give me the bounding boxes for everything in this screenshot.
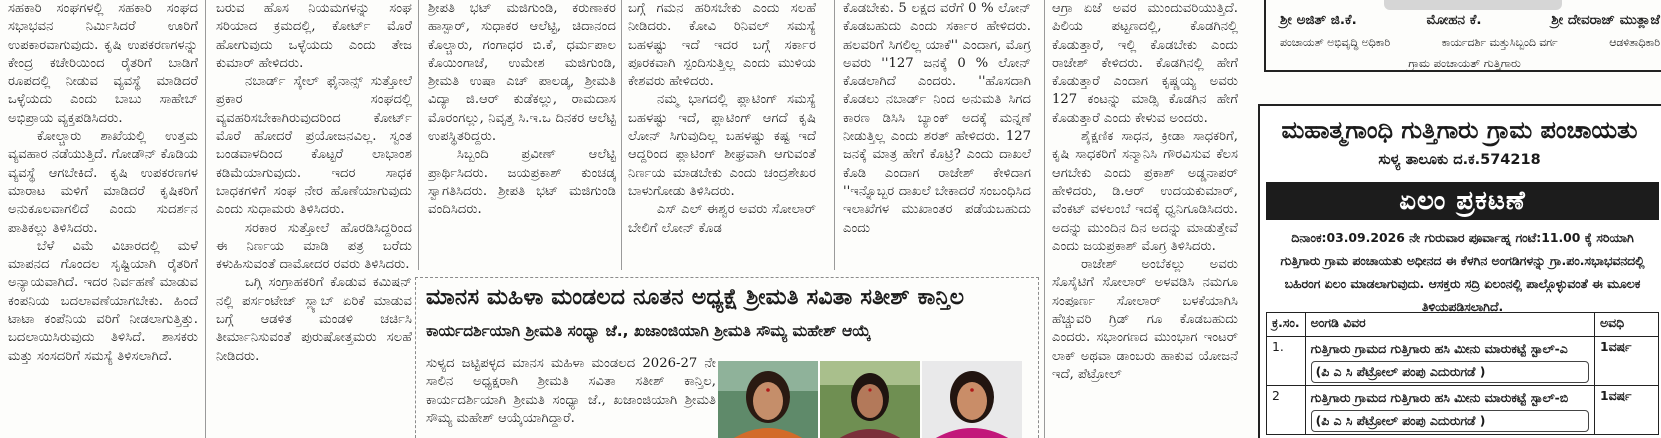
article-paragraph: ರಾಜೇಶ್ ಅಂಬೆಕಲ್ಲು ಅವರು ಸೊಸೈಟಿಗೆ ಸೋಲಾರ್ ಅಳವಡಿಸಿ ನಮಗೂ ಸಂಪೂರ್ಣ ಸೋಲಾರ್ ಬಳಕೆಯಾಗಿಸಿ ಹೆಚ್ಚುವರಿ ಗ್ರಿಡ್ ಗೂ ಕೊಡಬಹುದು ಎಂದರು. ಸಭಾಂಗಣದ ಮುಂಭಾಗ ಇಂಟರ್ ಲಾಕ್ ಅಥವಾ ಡಾಂಬರು ಹಾಕುವ ಯೋಜನೆ ಇದೆ, ಪೆಟ್ರೋಲ್	[1052, 257, 1238, 382]
article-paragraph: ಬರುವ ಹೊಸ ನಿಯಮಗಳನ್ನು ಸಂಘ ಸರಿಯಾದ ಕ್ರಮದಲ್ಲಿ, ಕೋರ್ಟ್ ಮೊರೆ ಹೋಗುವುದು ಒಳ್ಳೆಯದು ಎಂದು ತೇಜ ಕುಮಾರ್ ಹೇಳಿದರು.	[216, 1, 412, 71]
signatory-name: ಶ್ರೀ ಅಜಿತ್ ಜಿ.ಕೆ.	[1280, 12, 1357, 28]
portrait-photo-president	[718, 361, 818, 438]
portrait-photo-secretary	[820, 361, 920, 438]
article-paragraph: ನಬಾರ್ಡ್ ಸ್ಕೇಲ್ ಫೈನಾನ್ಸ್ ಸುತ್ತೋಲೆ ಪ್ರಕಾರ ಸಂಘದಲ್ಲಿ ವ್ಯವಹರಿಸಬೇಕಾಗಿರುವುದರಿಂದ ಕೋರ್ಟ್ ಮೊರೆ ಹೋದರೆ ಪ್ರಯೋಜನವಿಲ್ಲ. ಸ್ವಂತ ಬಂಡವಾಳದಿಂದ ಕೊಟ್ಟರೆ ಲಾಭಾಂಶ ಕಡಿಮೆಯಾಗುವುದು. ಇದರ ಸಾಧಕ ಬಾಧಕಗಳಿಗೆ ಸಂಘ ನೇರ ಹೊಣೆಯಾಗುವುದು ಎಂದು ಸುಧಾಮರು ತಿಳಿಸಿದರು.	[216, 74, 412, 218]
table-header: ಅವಧಿ	[1595, 313, 1659, 337]
notice-text: ದಿನಾಂಕ:03.09.2026 ನೇ ಗುರುವಾರ ಪೂರ್ವಾಹ್ನ ಗಂಟೆ:11.00 ಕ್ಕೆ ಸರಿಯಾಗಿ ಗುತ್ತಿಗಾರು ಗ್ರಾಮ ಪಂಚಾಯತು ಅಧೀನದ ಈ ಕೆಳಗಿನ ಅಂಗಡಿಗಳನ್ನು ಗ್ರಾ.ಪಂ.ಸಭಾಭವನದಲ್ಲಿ ಬಹಿರಂಗ ಏಲಂ ಮಾಡಲಾಗುವುದು. ಆಸಕ್ತರು ಸದ್ರಿ ಏಲಂನಲ್ಲಿ ಪಾಲ್ಗೊಳ್ಳುವಂತೆ ಈ ಮೂಲಕ ತಿಳಿಯಪಡಿಸಲಾಗಿದೆ.	[1280, 230, 1645, 314]
row-duration: 1ವರ್ಷ	[1595, 337, 1659, 386]
column-rule	[1044, 0, 1045, 438]
row-duration: 1ವರ್ಷ	[1595, 386, 1659, 435]
auction-table	[1266, 312, 1659, 435]
column-rule	[834, 0, 835, 270]
signatory-names	[1280, 12, 1660, 28]
panchayat-name: ಗ್ರಾಮ ಪಂಚಾಯತ್ ಗುತ್ತಿಗಾರು	[1408, 56, 1521, 70]
row-item-note: (ಪಿ ಎ ಸಿ ಪೆಟ್ರೋಲ್ ಪಂಪು ಎದುರುಗಡೆ )	[1311, 361, 1589, 383]
article-column-2	[216, 0, 412, 438]
article-column-1	[8, 0, 198, 438]
notice-tab-decoration	[1384, 0, 1562, 10]
notice-signature-strip	[1264, 0, 1661, 72]
article-paragraph: ಒಗ್ಗಿ ಸಂಗ್ರಾಹಕರಿಗೆ ಕೊಡುವ ಕಮಿಷನ್ ನಲ್ಲಿ ಪರ್ಸಂಟೇಜ್ ಸ್ಲ್ಯಾಬ್ ಏರಿಕೆ ಮಾಡುವ ಬಗ್ಗೆ ಆಡಳಿತ ಮಂಡಳಿ ಚರ್ಚಿಸಿ ತೀರ್ಮಾನಿಸುವಂತೆ ಪುರುಷೋತ್ತಮರು ಸಲಹೆ ನೀಡಿದರು.	[216, 275, 412, 364]
article-column-3	[428, 0, 616, 270]
feature-headline: ಮಾನಸ ಮಹಿಳಾ ಮಂಡಲದ ನೂತನ ಅಧ್ಯಕ್ಷೆ ಶ್ರೀಮತಿ ಸವಿತಾ ಸತೀಶ್ ಕಾನ್ತಿಲ	[426, 285, 965, 310]
article-paragraph: ಕೋಲ್ಚಾರು ಶಾಖೆಯಲ್ಲಿ ಉತ್ತಮ ವ್ಯವಹಾರ ನಡೆಯುತ್ತಿದೆ. ಗೋಡೌನ್ ಕೊಡಿಯ ವ್ಯವಸ್ಥೆ ಆಗಬೇಕಿದೆ. ಕೃಷಿ ಉಪಕರಣಗಳ ಮಾರಾಟ ಮಳಿಗೆ ಮಾಡಿದರೆ ಕೃಷಿಕರಿಗೆ ಅನುಕೂಲವಾಗಲಿದೆ ಎಂದು ಸುದರ್ಶನ ಪಾತಿಕಲ್ಲು ತಿಳಿಸಿದರು.	[8, 129, 198, 236]
article-paragraph: ಎಸ್ ಎಲ್ ಈಶ್ವರ ಅವರು ಸೋಲಾರ್ ಬೇಲಿಗೆ ಲೋನ್ ಕೊಡ	[628, 202, 816, 236]
row-number: 2	[1267, 386, 1306, 435]
row-number: 1.	[1267, 337, 1306, 386]
column-rule	[418, 0, 419, 270]
table-row	[1267, 386, 1659, 435]
table-header: ಕ್ರ.ಸಂ.	[1267, 313, 1306, 337]
row-item-note: (ಪಿ ಎ ಸಿ ಪೆಟ್ರೋಲ್ ಪಂಪು ಎದುರುಗಡೆ )	[1311, 410, 1589, 432]
article-paragraph: ಆಗ್ರಾ ಏಜೆ ಅವರ ಮುಂದುವರಿಯುತ್ತಿದೆ. ಪಿಲಿಯ ಪಟ್ಟಣದಲ್ಲಿ, ಕೊಡಗಿನಲ್ಲಿ ಕೊಡುತ್ತಾರೆ, ಇಲ್ಲಿ ಕೊಡಬೇಕು ಎಂದು ರಾಜೇಶ್ ಕೇಳಿದರು. ಕೊಡಗಿನಲ್ಲಿ ಹೇಗೆ ಕೊಡುತ್ತಾರೆ ಎಂದಾಗ ಕೃಷ್ಣಯ್ಯ ಅವರು 127 ಕಂಟನ್ನು ಮಾಡ್ಸಿ ಕೊಡಗಿನ ಹೇಗೆ ಕೊಡುತ್ತಾರೆ ಎಂದು ಕೇಳುವ ಅಂದರು.	[1052, 1, 1238, 126]
column-rule	[205, 0, 206, 438]
feature-article	[415, 277, 1039, 438]
notice-banner: ಏಲಂ ಪ್ರಕಟಣೆ	[1266, 182, 1659, 220]
row-item-name: ಗುತ್ತಿಗಾರು ಗ್ರಾಮದ ಗುತ್ತಿಗಾರು ಹಸಿ ಮೀನು ಮಾರುಕಟ್ಟೆ ಸ್ಟಾಲ್-ಎ	[1310, 341, 1568, 356]
article-paragraph: ಸರಕಾರ ಸುತ್ತೋಲೆ ಹೊರಡಿಸಿದ್ದರಿಂದ ಈ ನಿರ್ಣಯ ಮಾಡಿ ಪತ್ರ ಬರೆದು ಕಳುಹಿಸುವಂತೆ ದಾಮೋದರ ರವರು ತಿಳಿಸಿದರು.	[216, 220, 412, 273]
row-item	[1305, 386, 1594, 435]
portrait-photo-treasurer	[922, 361, 1022, 438]
row-item-name: ಗುತ್ತಿಗಾರು ಗ್ರಾಮದ ಗುತ್ತಿಗಾರು ಹಸಿ ಮೀನು ಮಾರುಕಟ್ಟೆ ಸ್ಟಾಲ್-ಬಿ	[1310, 390, 1569, 405]
article-paragraph: ಸಿಬ್ಬಂದಿ ಪ್ರವೀಣ್ ಆಲೆಟ್ಟಿ ಪ್ರಾರ್ಥಿಸಿದರು. ಜಯಪ್ರಕಾಶ್ ಕುಂಚಡ್ಕ ಸ್ವಾಗತಿಸಿದರು. ಶ್ರೀಪತಿ ಭಟ್ ಮಜಿಗುಂಡಿ ವಂದಿಸಿದರು.	[428, 147, 616, 218]
feature-body: ಸುಳ್ಯದ ಜಟ್ಟಿಪಳ್ಳದ ಮಾನಸ ಮಹಿಳಾ ಮಂಡಲದ 2026-27 ನೇ ಸಾಲಿನ ಅಧ್ಯಕ್ಷರಾಗಿ ಶ್ರೀಮತಿ ಸವಿತಾ ಸತೀಶ್ ಕಾನ್ತಿಲ, ಕಾರ್ಯದರ್ಶಿಯಾಗಿ ಶ್ರೀಮತಿ ಸಂಧ್ಯಾ ಜೆ., ಖಜಾಂಜಿಯಾಗಿ ಶ್ರೀಮತಿ ಸೌಮ್ಯ ಮಹೇಶ್ ಆಯ್ಕೆಯಾಗಿದ್ದಾರೆ.	[426, 356, 716, 426]
signatory-name: ಮೋಹನ ಕೆ.	[1426, 12, 1482, 28]
signatory-name: ಶ್ರೀ ದೇವರಾಜ್ ಮುತ್ಲಾಜೆ	[1551, 12, 1660, 28]
feature-subhead: ಕಾರ್ಯದರ್ಶಿಯಾಗಿ ಶ್ರೀಮತಿ ಸಂಧ್ಯಾ ಜೆ., ಖಜಾಂಜಿಯಾಗಿ ಶ್ರೀಮತಿ ಸೌಮ್ಯ ಮಹೇಶ್ ಆಯ್ಕೆ	[426, 322, 871, 340]
auction-notice	[1258, 104, 1661, 438]
article-column-4	[628, 0, 816, 270]
row-item	[1305, 337, 1594, 386]
article-column-5	[843, 0, 1031, 270]
column-rule	[621, 0, 622, 270]
article-paragraph: ಶೈಕ್ಷಣಿಕ ಸಾಧನ, ಕ್ರೀಡಾ ಸಾಧಕರಿಗೆ, ಕೃಷಿ ಸಾಧಕರಿಗೆ ಸನ್ಮಾನಿಸಿ ಗೌರವಿಸುವ ಕೆಲಸ ಆಗಬೇಕು ಎಂದು ಪ್ರಕಾಶ್ ಅಡ್ಡನಾಪರ್ ಹೇಳಿದರು, ಡಿ.ಆರ್ ಉದಯಕುಮಾರ್, ವೆಂಕಟ್ ವಳಲಂಬೆ ಇದಕ್ಕೆ ಧ್ವನಿಗೂಡಿಸಿದರು. ಅದನ್ನು ಮುಂದಿನ ದಿನ ಅದನ್ನು ಮಾಡುತ್ತೇವೆ ಎಂದು ಜಯಪ್ರಕಾಶ್ ಮೊಗ್ರ ತಿಳಿಸಿದರು.	[1052, 129, 1238, 254]
article-paragraph: ನಮ್ಮ ಭಾಗದಲ್ಲಿ ಪ್ಲಾಟಿಂಗ್ ಸಮಸ್ಯೆ ಬಹಳಷ್ಟು ಇದೆ, ಪ್ಲಾಟಿಂಗ್ ಆಗದೆ ಕೃಷಿ ಲೋನ್ ಸಿಗುವುದಿಲ್ಲ ಬಹಳಷ್ಟು ಕಷ್ಟ ಇದೆ ಆದ್ದರಿಂದ ಪ್ಲಾಟಿಂಗ್ ಶೀಘ್ರವಾಗಿ ಆಗುವಂತೆ ನಿರ್ಣಯ ಮಾಡಬೇಕು ಎಂದು ಚಂದ್ರಶೇಖರ ಬಾಳುಗೋಡು ತಿಳಿಸಿದರು.	[628, 92, 816, 199]
article-paragraph: ಕೊಡಬೇಕು. 5 ಲಕ್ಷದ ವರೆಗೆ 0 % ಲೋನ್ ಕೊಡಬಹುದು ಎಂದು ಸರ್ಕಾರ ಹೇಳಿದರು. ಹಲವರಿಗೆ ಸಿಗಲಿಲ್ಲ ಯಾಕೆ'' ಎಂದಾಗ, ಮೊಗ್ರ ಅವರು ''127 ಜನಕ್ಕೆ 0 % ಲೋನ್ ಕೊಡಲಾಗಿದೆ ಎಂದರು. ''ಹೊಸದಾಗಿ ಕೊಡಲು ನಬಾರ್ಡ್ ನಿಂದ ಅನುಮತಿ ಸಿಗದ ಕಾರಣ ಡಿಸಿಸಿ ಬ್ಯಾಂಕ್ ಅದಕ್ಕೆ ಮನ್ನಣೆ ನೀಡುತ್ತಿಲ್ಲ ಎಂದು ಶರತ್ ಹೇಳಿದರು. 127 ಜನಕ್ಕೆ ಮಾತ್ರ ಹೇಗೆ ಕೊಟ್ರಿ? ಎಂದು ದಾಖಲೆ ಕೊಡಿ ಎಂದಾಗ ರಾಜೇಶ್ ಕೇಳಿದಾಗ ''ಇನ್ನೊಬ್ಬರ ದಾಖಲೆ ಬೇಕಾದರೆ ಸಂಬಂಧಿಸಿದ ಇಲಾಖೆಗಳ ಮುಖಾಂತರ ಪಡೆಯಬಹುದು ಎಂದು	[843, 1, 1031, 236]
article-column-6	[1052, 0, 1238, 438]
article-paragraph: ಬೆಳೆ ವಿಮೆ ವಿಚಾರದಲ್ಲಿ ಮಳೆ ಮಾಪನದ ಗೊಂದಲ ಸೃಷ್ಟಿಯಾಗಿ ರೈತರಿಗೆ ಅನ್ಯಾಯವಾಗಿದೆ. ಇದರ ನಿರ್ವಹಣೆ ಮಾಡುವ ಕಂಪನಿಯ ಬದಲಾವಣೆಯಾಗಬೇಕು. ಹಿಂದೆ ಟಾಟಾ ಕಂಪೆನಿಯ ವರಿಗೆ ನೀಡಲಾಗುತ್ತಿತ್ತು. ಬದಲಾಯಿಸಿರುವುದು ತಿಳಿಸಿದೆ. ಶಾಸಕರು ಮತ್ತು ಸಂಸದರಿಗೆ ಸಮಸ್ಯೆ ತಿಳಿಸಲಾಗಿದೆ.	[8, 238, 198, 364]
table-header: ಅಂಗಡಿ ವಿವರ	[1305, 313, 1594, 337]
table-row	[1267, 337, 1659, 386]
article-paragraph: ಸಹಕಾರಿ ಸಂಘಗಳಲ್ಲಿ ಸಹಕಾರಿ ಸಂಘದ ಸಭಾಭವನ ನಿರ್ಮಿಸಿದರೆ ಊರಿಗೆ ಉಪಕಾರವಾಗುವುದು. ಕೃಷಿ ಉಪಕರಣಗಳನ್ನು ಕೇಂದ್ರ ಕಚೇರಿಯಿಂದ ರೈತರಿಗೆ ಬಾಡಿಗೆ ರೂಪದಲ್ಲಿ ನೀಡುವ ವ್ಯವಸ್ಥೆ ಮಾಡಿದರೆ ಒಳ್ಳೆಯದು ಎಂದು ಬಾಬು ಸಾಹೇಬ್ ಅಭಿಪ್ರಾಯ ವ್ಯಕ್ತಪಡಿಸಿದರು.	[8, 1, 198, 126]
panchayat-title: ಮಹಾತ್ಮಗಾಂಧಿ ಗುತ್ತಿಗಾರು ಗ್ರಾಮ ಪಂಚಾಯತು	[1281, 116, 1638, 144]
signatory-roles	[1280, 36, 1660, 50]
table-header-row	[1267, 313, 1659, 337]
signatory-role: ಕಾರ್ಯದರ್ಶಿ ಮತ್ತುಸಿಬ್ಬಂದಿ ವರ್ಗ	[1441, 36, 1558, 49]
signatory-role: ಪಂಚಾಯತ್ ಅಭಿವೃದ್ಧಿ ಅಧಿಕಾರಿ	[1280, 36, 1391, 49]
panchayat-address: ಸುಳ್ಯ ತಾಲೂಕು ದ.ಕ.574218	[1378, 152, 1541, 168]
article-paragraph: ಬಗ್ಗೆ ಗಮನ ಹರಿಸಬೇಕು ಎಂದು ಸಲಹೆ ನೀಡಿದರು. ಕೋವಿ ರಿನಿವಲ್ ಸಮಸ್ಯೆ ಬಹಳಷ್ಟು ಇದೆ ಇದರ ಬಗ್ಗೆ ಸರ್ಕಾರ ಪೂರಕವಾಗಿ ಸ್ಪಂದಿಸುತ್ತಿಲ್ಲ ಎಂದು ಮುಳಿಯ ಕೇಶವರು ಹೇಳಿದರು.	[628, 1, 816, 90]
article-paragraph: ಶ್ರೀಪತಿ ಭಟ್ ಮಜಿಗುಂಡಿ, ಕರುಣಾಕರ ಹಾಸ್ಪಾರ್, ಸುಧಾಕರ ಆಲೆಟ್ಟಿ, ಚಿದಾನಂದ ಕೊಲ್ಚಾರು, ಗಂಗಾಧರ ಬಿ.ಕೆ, ಧರ್ಮಪಾಲ ಕೊಯಿಂಗಾಜೆ, ಉಮೇಶ ಮಜಿಗುಂಡಿ, ಶ್ರೀಮತಿ ಉಷಾ ಎಚ್ ಪಾಲಡ್ಕ, ಶ್ರೀಮತಿ ವಿದ್ಯಾ ಜಿ.ಆರ್ ಕುಡೆಕಲ್ಲು, ರಾಮದಾಸ ಮೊರಂಗಲ್ಲು, ನಿವೃತ್ತ ಸಿ.ಇ.ಒ ದಿನಕರ ಆಲೆಟ್ಟಿ ಉಪಸ್ಥಿತರಿದ್ದರು.	[428, 1, 616, 145]
signatory-role: ಆಡಳಿತಾಧಿಕಾರಿ	[1609, 36, 1660, 49]
